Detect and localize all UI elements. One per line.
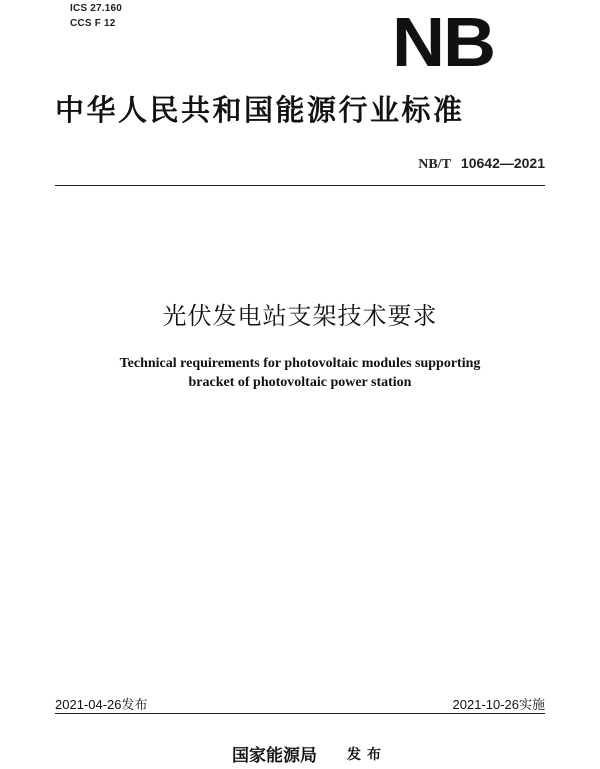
standard-number-value: 10642—2021	[460, 155, 545, 171]
issue-label: 发布	[347, 747, 387, 763]
standard-number	[370, 155, 545, 173]
bottom-divider	[55, 713, 545, 714]
ccs-code: CCS F 12	[70, 18, 116, 29]
nb-logo: NB	[392, 3, 494, 81]
document-title-chinese: 光伏发电站支架技术要求	[162, 302, 438, 330]
publish-date: 2021-04-26发布	[55, 697, 148, 712]
standard-code: NB/T	[418, 157, 451, 172]
document-title-english-line1: Technical requirements for photovoltaic modules supporting	[119, 356, 481, 371]
top-divider	[55, 185, 545, 186]
document-title-english-line2: bracket of photovoltaic power station	[188, 375, 412, 390]
issuing-authority: 国家能源局	[232, 746, 317, 766]
ics-code: ICS 27.160	[70, 3, 123, 14]
implement-date: 2021-10-26实施	[452, 697, 545, 712]
issuer-title: 中华人民共和国能源行业标准	[55, 93, 465, 127]
